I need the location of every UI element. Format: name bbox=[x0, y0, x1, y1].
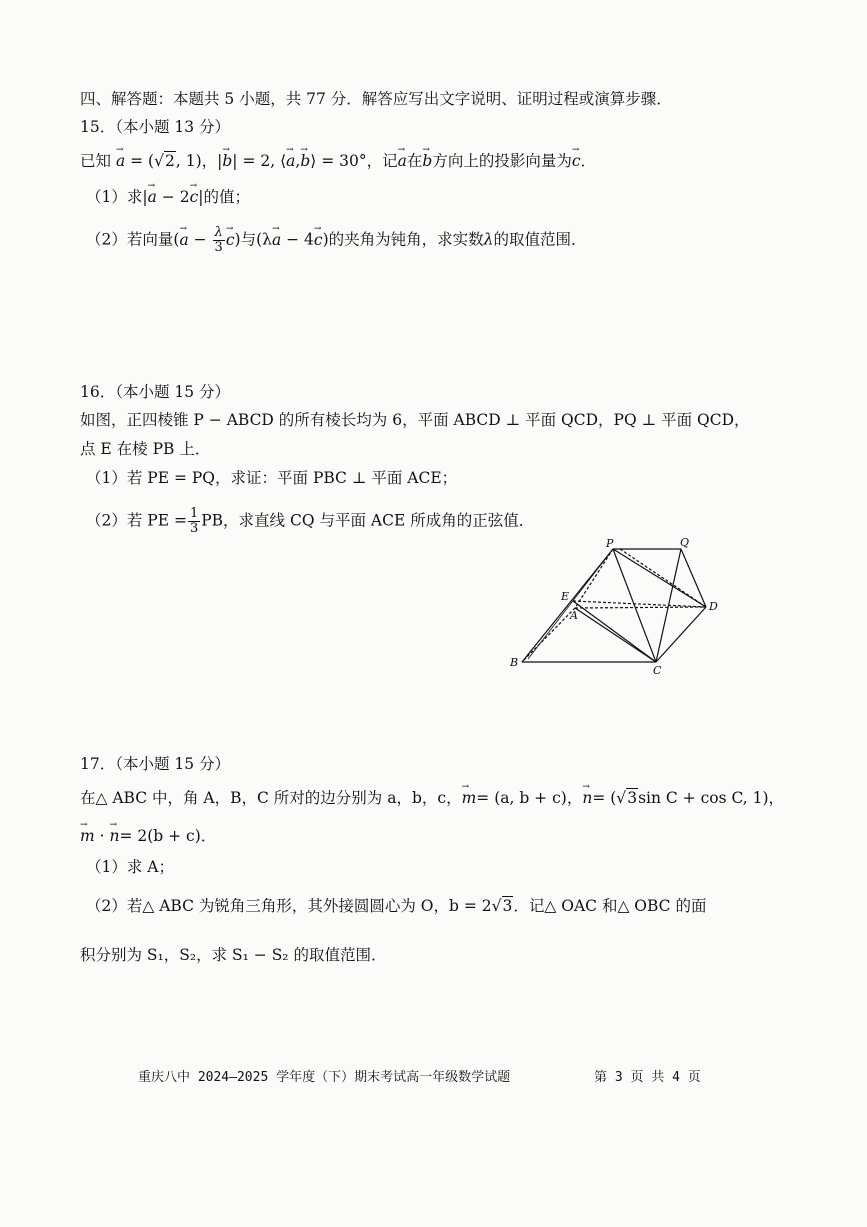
math-text: ⟩ = 30° bbox=[310, 152, 367, 170]
section-heading: 四、解答题：本题共 5 小题，共 77 分．解答应写出文字说明、证明过程或演算步骤． bbox=[80, 90, 672, 108]
math-text: | = 2, ⟨ bbox=[232, 152, 287, 170]
edge-PB bbox=[522, 549, 613, 662]
q16-part1: （1）若 PE = PQ，求证：平面 PBC ⊥ 平面 ACE； bbox=[86, 469, 458, 487]
q17-line2: → m · → n= 2(b + c)． bbox=[80, 825, 216, 847]
label-P: P bbox=[606, 537, 614, 550]
q16-part2-suffix: PB，求直线 CQ 与平面 ACE 所成角的正弦值． bbox=[201, 511, 535, 530]
q15-intro-prefix: 已知 bbox=[80, 152, 112, 170]
q15-part1-suffix: 的值； bbox=[203, 188, 250, 206]
footer-page-number: 第 3 页 共 4 页 bbox=[594, 1070, 701, 1085]
vector-b: → b bbox=[222, 150, 232, 172]
q15-intro-mid: ，记 bbox=[366, 152, 398, 170]
sqrt-3: √3 bbox=[491, 897, 513, 915]
q16-part2-label: （2）若 PE = bbox=[86, 511, 187, 530]
footer-exam-title: 重庆八中 2024—2025 学年度（下）期末考试高一年级数学试题 bbox=[138, 1070, 511, 1085]
vector-a: → a bbox=[179, 229, 188, 251]
q15-points: （本小题 13 分） bbox=[115, 118, 231, 136]
vector-c: → c bbox=[314, 229, 323, 251]
vector-a: → a bbox=[398, 150, 407, 172]
edge-PA-dashed bbox=[575, 549, 613, 608]
q15-number: 15． bbox=[80, 118, 116, 136]
q17-line1-mid: = (a, b + c)， bbox=[476, 789, 583, 807]
vector-m: → m bbox=[462, 787, 477, 809]
vector-n: → n bbox=[582, 787, 592, 809]
q16-header bbox=[80, 381, 230, 403]
q16-number: 16． bbox=[80, 383, 116, 401]
q15-part2-mid: 与 bbox=[240, 230, 257, 249]
vector-a: → a bbox=[148, 186, 157, 208]
vector-b: → b bbox=[300, 150, 310, 172]
q17-header bbox=[80, 753, 230, 775]
lambda-symbol: λ bbox=[483, 230, 494, 249]
q17-part2-suffix: ．记△ OAC 和△ OBC 的面 bbox=[513, 897, 707, 915]
label-E: E bbox=[561, 590, 570, 603]
math-text: , 1) bbox=[175, 152, 202, 170]
q15-intro-mid2: 在 bbox=[406, 152, 423, 170]
vector-n: → n bbox=[109, 825, 119, 847]
sqrt-3: √3 bbox=[616, 789, 638, 807]
edge-ED-dashed bbox=[573, 601, 706, 607]
vector-b: → b bbox=[422, 150, 432, 172]
q15-intro: 已知 → a = (√2, 1)，|→ b| = 2, ⟨→ a,→ b⟩ = 30°，记→ a在→ b方向上的投影向量为→ c． bbox=[80, 150, 596, 172]
edge-AB-dashed bbox=[522, 608, 575, 662]
q17-line2-suffix: = 2(b + c)． bbox=[119, 827, 217, 845]
vector-a: → a bbox=[286, 150, 295, 172]
q16-line1: 如图，正四棱锥 P − ABCD 的所有棱长均为 6，平面 ABCD ⊥ 平面 QCD，PQ ⊥ 平面 QCD， bbox=[80, 411, 750, 429]
q17-number: 17． bbox=[80, 755, 116, 773]
q15-part2-label: （2）若向量 bbox=[86, 230, 174, 249]
edge-DC bbox=[656, 607, 706, 662]
label-Q: Q bbox=[680, 536, 690, 549]
q16-points: （本小题 15 分） bbox=[115, 383, 231, 401]
q15-intro-suffix: 方向上的投影向量为 bbox=[432, 152, 572, 170]
vector-c: → c bbox=[226, 229, 235, 251]
q17-part2-prefix: （2）若△ ABC 为锐角三角形，其外接圆圆心为 O，b = 2 bbox=[86, 897, 492, 915]
q15-header bbox=[80, 116, 230, 138]
q16-part2 bbox=[86, 507, 534, 536]
math-text: = ( bbox=[125, 152, 155, 170]
vector-a: → a bbox=[272, 229, 281, 251]
q15-part2-suffix: 的夹角为钝角，求实数 bbox=[328, 230, 484, 249]
q17-part2-line2: 积分别为 S₁，S₂，求 S₁ − S₂ 的取值范围． bbox=[80, 946, 387, 964]
q17-part1: （1）求 A； bbox=[86, 858, 174, 876]
q17-part2-line1 bbox=[86, 895, 706, 917]
q17-line1-suffix: sin C + cos C, 1)， bbox=[638, 789, 785, 807]
label-B: B bbox=[510, 656, 519, 669]
fraction-1-over-3: $\frac{1}{3}$ bbox=[189, 506, 199, 536]
q15-part1: （1）求|→ a − 2→ c|的值； bbox=[86, 186, 250, 208]
q17-line1-prefix: 在△ ABC 中，角 A，B，C 所对的边分别为 a，b，c， bbox=[80, 789, 462, 807]
label-D: D bbox=[709, 600, 718, 613]
q15-part2-end: 的取值范围． bbox=[493, 230, 587, 249]
fraction-lambda-over-3: $\frac{\lambda}{3}$ bbox=[214, 225, 223, 255]
q17-line1 bbox=[80, 787, 784, 809]
edge-AD-dashed bbox=[575, 607, 706, 608]
edge-AC bbox=[575, 608, 656, 662]
edge-PC bbox=[613, 549, 656, 662]
vector-m: → m bbox=[80, 825, 95, 847]
q16-line2: 点 E 在棱 PB 上． bbox=[80, 440, 211, 458]
label-A: A bbox=[570, 609, 578, 622]
edge-QD bbox=[681, 549, 706, 607]
q17-line1-mid2: = ( bbox=[592, 789, 617, 807]
q15-part2: （2）若向量(→ a − $\frac{\lambda}{3}$ → c)与(λ→ a − 4→ c)的夹角为钝角，求实数λ的取值范围． bbox=[86, 226, 587, 255]
q15-part1-label: （1）求 bbox=[86, 188, 143, 206]
sqrt-2: √2 bbox=[154, 152, 175, 170]
label-C: C bbox=[653, 664, 662, 677]
vector-c: → c bbox=[190, 186, 199, 208]
vector-a: → a bbox=[116, 150, 125, 172]
vector-c: → c bbox=[572, 150, 581, 172]
q17-points: （本小题 15 分） bbox=[115, 755, 231, 773]
edge-EC bbox=[573, 601, 656, 662]
pyramid-figure bbox=[500, 535, 730, 680]
edge-PB-inner bbox=[528, 549, 613, 659]
